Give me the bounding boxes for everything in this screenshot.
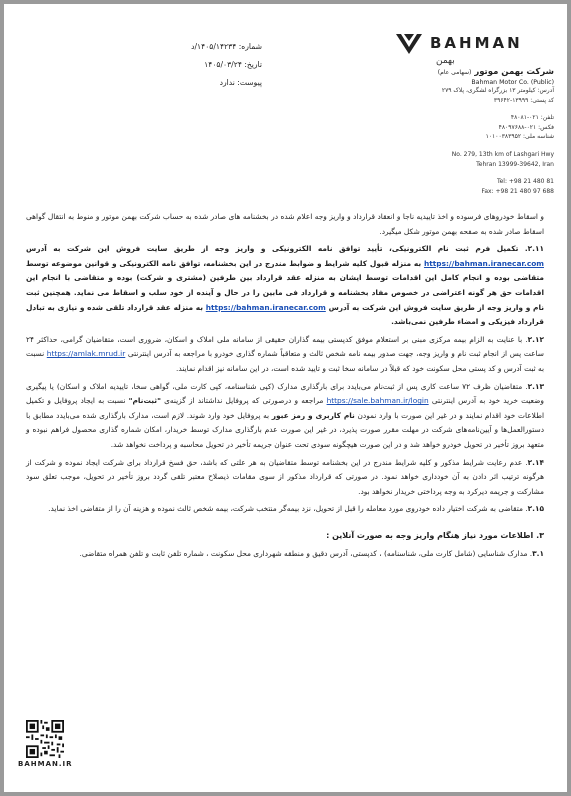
intro-paragraph: و اسقاط خودروهای فرسوده و اخذ تاییدیه ناجا و انعقاد قرارداد و واریز وجه اعلام شده در بخشنامه های صادر شده به حساب شرکت بهمن موتور و منوط به انتقال گواهی اسقاط صادر شده به صفحه بهمن موتور شکل میگیرد. xyxy=(26,212,544,236)
username-password-text: نام کاربری و رمز عبور xyxy=(271,410,355,420)
letter-number: شماره: ۱۴۰۵/۱۴۲۳۴/د xyxy=(191,42,262,51)
clause-3-1: ۳.۱. مدارک شناسایی (شامل کارت ملی، شناسنامه) ، کدپستی، آدرس دقیق و منطقه شهرداری محل سکونت ، شماره تلفن ثابت و تلفن همراه متقاضی. xyxy=(79,549,544,559)
letter-date: تاریخ: ۱۴۰۵/۰۳/۲۴ xyxy=(204,60,262,69)
contact-block xyxy=(442,86,554,196)
clause-2-14: ۲.۱۴. عدم رعایت شرایط مذکور و کلیه شرایط مندرج در این بخشنامه توسط متقاضیان به هر علتی که باشد، حق فسخ قرارداد برای شرکت ایجاد نموده و شرکت از هرگونه ترتیب اثر دادن به آن خودداری خواهد نمود. در صورتی که قرارداد مذکور از سوی مقامات ذیصلاح معتبر تلقی گردد بروز تأخیر در تحویل، موجب تعلق سود مشارکت و جریمه دیرکرد به وجه پرداختی خریدار نخواهد بود. xyxy=(26,457,544,496)
iranecar-link-2[interactable]: https://bahman.iranecar.com xyxy=(205,302,326,312)
contact-fa-national-id: شناسه ملی: ۱۰۱۰۰۳۸۳۹۵۲ xyxy=(485,133,554,141)
contact-fa-postal: کد پستی: ۱۳۹۹۹-۳۹۶۴۲ xyxy=(493,96,554,104)
company-name-en: Bahman Motor Co. (Public) xyxy=(471,79,554,86)
contact-en-address: No. 279, 13th km of Lashgari Hwy xyxy=(451,150,554,158)
letter-attachment: پیوست: ندارد xyxy=(219,78,262,87)
contact-fa-fax: فکس: ۰۲۱-۴۸۰۹۷۶۸۸ xyxy=(498,123,554,131)
letter-meta xyxy=(142,38,262,92)
amlak-link[interactable]: https://amlak.mrud.ir xyxy=(46,349,126,359)
contact-en-fax: Fax: +98 21 480 97 688 xyxy=(481,187,554,195)
qr-code-icon xyxy=(26,720,64,758)
clause-2-13: ۲.۱۳. متقاضیان ظرف ۷۲ ساعت کاری پس از ثبت‌نام می‌بایدد برای بارگذاری مدارک (کپی شناسنامه، کپی کارت ملی، گواهی سخا، تاییدیه املاک و اسکان) یا پیگیری وضعیت خرید خود به آدرس اینترنتی https://sale.bahman.ir/login مراجعه و درصورتی که پروفایل نداشتاند از گزینه‌ی "ثبت‌نام" نسبت به ایجاد پروفایل و تکمیل اطلاعات خود اقدام نمایند و در غیر این صورت با وارد نمودن نام کاربری و رمز عبور به پروفایل خود وارد شوند. لازم است، مدارک بارگذاری شده می‌بایدد مطابق با دستورالعمل‌ها و آیین‌نامه‌های شرکت در مهلت مقرر صورت پذیرد، در غیر این صورت عدم بارگذاری مدارک توسط خریدار، امکان شماره گذاری محصول فراهم نبوده و متعهد بروز تأخیر در تحویل خودرو خواهد شد و در این صورت هیچگونه سودی تحت عنوان جریمه تأخیر در تحویل محاسبه و پرداخت نخواهد شد. xyxy=(26,381,545,449)
brand-persian-wordmark: بهمن xyxy=(436,56,455,66)
clause-2-12: ۲.۱۲. با عنایت به الزام بیمه مرکزی مبنی بر استعلام موفق کدپستی بیمه گذاران حقیقی از سامانه ملی املاک و اسکان، ضروری است، متقاضیان گرامی، حداکثر ۲۴ ساعت پس از انجام ثبت نام و واریز وجه، جهت صدور بیمه نامه شخص ثالث و متعاقباً شماره گذاری خودرو با مراجعه به آدرس اینترنتی https://amlak.mrud.ir نسبت به ثبت آدرس و کد پستی محل سکونت خود که قبلاً در سامانه سخا ثبت و تایید شده است، در این سامانه نیز اقدام نمایند. xyxy=(26,334,544,373)
section-3-heading: ۳. اطلاعات مورد نیاز هنگام واریز وجه به صورت آنلاین : xyxy=(326,530,544,540)
bahman-emblem-icon xyxy=(394,30,424,58)
contact-fa-address: آدرس: کیلومتر ۱۳ بزرگراه لشگری، پلاک ۲۷۹ xyxy=(441,87,554,94)
company-name xyxy=(438,67,554,86)
footer-website[interactable]: BAHMAN.IR xyxy=(18,760,73,768)
brand-wordmark: BAHMAN xyxy=(430,34,523,52)
letter-body xyxy=(26,210,544,565)
sale-login-link[interactable]: https://sale.bahman.ir/login xyxy=(326,396,429,406)
contact-en-city: Tehran 13999-39642, Iran xyxy=(476,160,554,168)
clause-2-11: ۲.۱۱. تکمیل فرم ثبت نام الکترونیکی، تأیید توافق نامه الکترونیکی و واریز وجه از طریق سایت فروش این شرکت به آدرس https://bahman.iranecar.com به منزله قبول کلیه شرایط و ضوابط مندرج در این بخشنامه، توافق نامه الکترونیکی و قوانین موضوعه توسط متقاضی بوده و انجام کامل این اقدامات توسط ایشان به منزله عقد قرارداد بین طرفین (مشتری و شرکت) بوده و متقاضی با انجام این اقدامات حق هر گونه اعتراضی در خصوص مفاد بخشنامه و قرارداد فی مابین را در حال و آینده از خود سلب و اسقاط می نماید. همچنین ثبت نام و واریز وجه از طریق سایت فروش این شرکت به آدرس https://bahman.iranecar.com به منزله عقد قرارداد تلقی شده و نیازی به تبادل قرارداد فیزیکی و امضاء طرفین نمی‌باشد. xyxy=(26,244,545,327)
company-type-fa: (سهامی عام) xyxy=(437,69,472,76)
contact-fa-tel: تلفن: ۰۲۱-۴۸۰۸۱ xyxy=(510,114,554,122)
clause-2-15: ۲.۱۵. متقاضی به شرکت اختیار داده خودروی مورد معامله را قبل از تحویل، نزد بیمه‌گر منتخب شرکت، بیمه شخص ثالث نموده و هزینه آن را از متقاضی اخذ نماید. xyxy=(48,504,544,514)
letter-page xyxy=(4,4,567,792)
register-option: "ثبت‌نام" xyxy=(128,396,161,406)
contact-en-tel: Tel: +98 21 480 81 xyxy=(496,178,554,186)
company-name-fa: شرکت بهمن موتور xyxy=(474,67,554,77)
iranecar-link-1[interactable]: https://bahman.iranecar.com xyxy=(423,258,544,268)
